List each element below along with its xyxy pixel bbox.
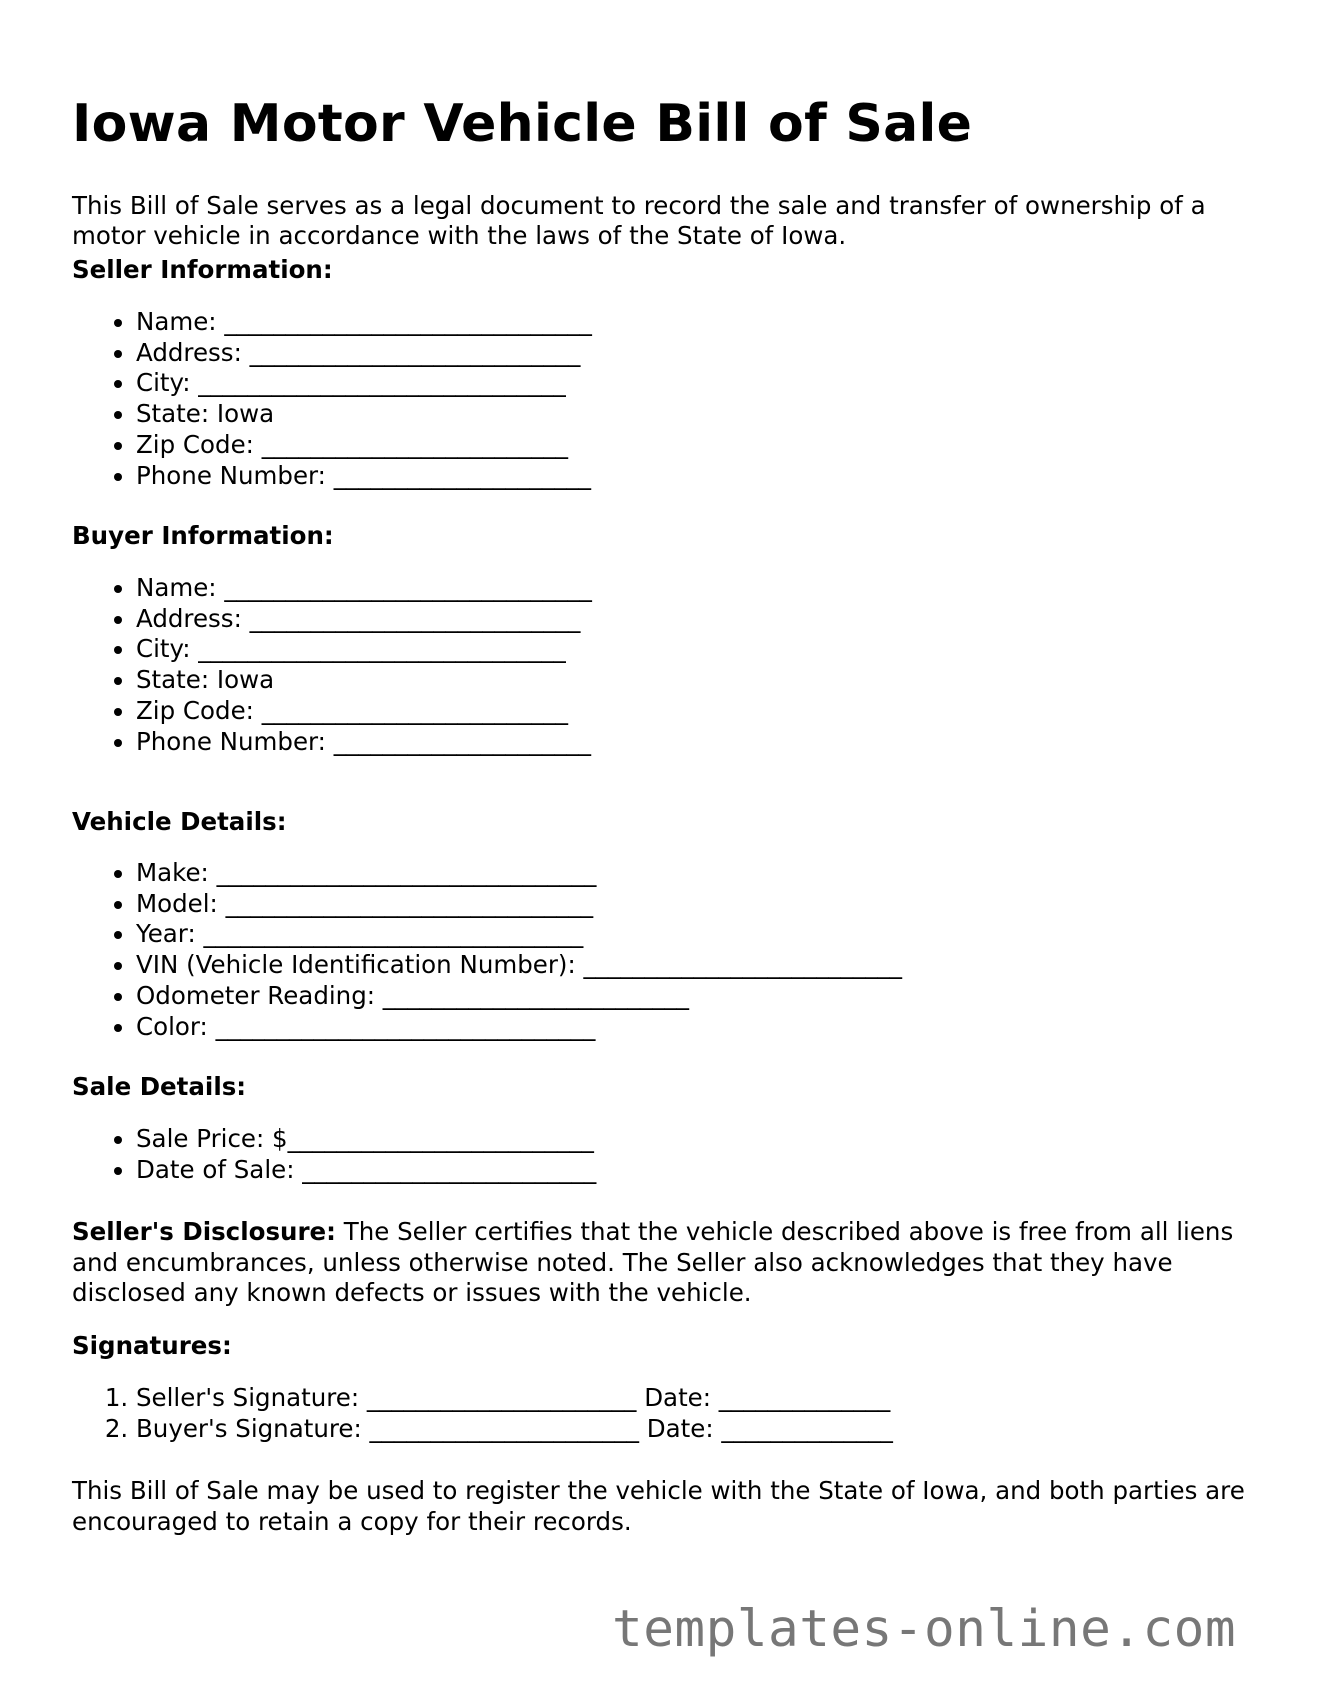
intro-paragraph: This Bill of Sale serves as a legal document to record the sale and transfer of ownership of a motor vehicle in accordance with the laws of the State of Iowa. — [72, 191, 1206, 250]
seller-heading: Seller Information: — [72, 255, 333, 284]
buyer-signature-line[interactable]: 2. Buyer's Signature: ______________________ Date: ______________ — [136, 1414, 893, 1445]
seller-zip-field[interactable]: • Zip Code: _________________________ — [136, 430, 592, 461]
seller-signature-line[interactable]: 1. Seller's Signature: ______________________ Date: ______________ — [136, 1383, 893, 1414]
buyer-address-field[interactable]: • Address: ___________________________ — [136, 604, 592, 635]
seller-city-field[interactable]: • City: ______________________________ — [136, 368, 592, 399]
disclosure-lead: Seller's Disclosure: — [72, 1217, 336, 1246]
vehicle-year-field[interactable]: • Year: _______________________________ — [136, 919, 902, 950]
watermark: templates-online.com — [612, 1600, 1237, 1659]
vehicle-list — [72, 858, 902, 1042]
buyer-state: • State: Iowa — [136, 665, 592, 696]
seller-list — [72, 307, 592, 491]
disclosure-text: The Seller certifies that the vehicle described above is free from all liens and encumbrances, unless otherwise noted. The Seller also acknowledges that they have disclosed any known defects or issues with the vehicle. — [72, 1217, 1234, 1307]
buyer-city-field[interactable]: • City: ______________________________ — [136, 634, 592, 665]
seller-address-field[interactable]: • Address: ___________________________ — [136, 338, 592, 369]
sale-heading: Sale Details: — [72, 1072, 247, 1101]
vehicle-odometer-field[interactable]: • Odometer Reading: _________________________ — [136, 981, 902, 1012]
vehicle-color-field[interactable]: • Color: _______________________________ — [136, 1012, 902, 1043]
document-title: Iowa Motor Vehicle Bill of Sale — [72, 94, 973, 154]
buyer-list — [72, 573, 592, 757]
closing-paragraph: This Bill of Sale may be used to register the vehicle with the State of Iowa, and both parties are encouraged to retain a copy for their records. — [72, 1476, 1245, 1536]
seller-phone-field[interactable]: • Phone Number: _____________________ — [136, 461, 592, 492]
buyer-name-field[interactable]: • Name: ______________________________ — [136, 573, 592, 604]
signatures-list — [72, 1383, 893, 1444]
vehicle-make-field[interactable]: • Make: _______________________________ — [136, 858, 902, 889]
sale-list — [72, 1124, 596, 1185]
vehicle-heading: Vehicle Details: — [72, 807, 287, 836]
buyer-heading: Buyer Information: — [72, 521, 334, 550]
buyer-zip-field[interactable]: • Zip Code: _________________________ — [136, 696, 592, 727]
vehicle-model-field[interactable]: • Model: ______________________________ — [136, 889, 902, 920]
buyer-phone-field[interactable]: • Phone Number: _____________________ — [136, 727, 592, 758]
seller-state: • State: Iowa — [136, 399, 592, 430]
signatures-heading: Signatures: — [72, 1331, 232, 1360]
sale-price-field[interactable]: • Sale Price: $_________________________ — [136, 1124, 596, 1155]
vehicle-vin-field[interactable]: • VIN (Vehicle Identification Number): __________________________ — [136, 950, 902, 981]
sale-date-field[interactable]: • Date of Sale: ________________________ — [136, 1155, 596, 1186]
disclosure-paragraph — [72, 1217, 1262, 1309]
seller-name-field[interactable]: • Name: ______________________________ — [136, 307, 592, 338]
